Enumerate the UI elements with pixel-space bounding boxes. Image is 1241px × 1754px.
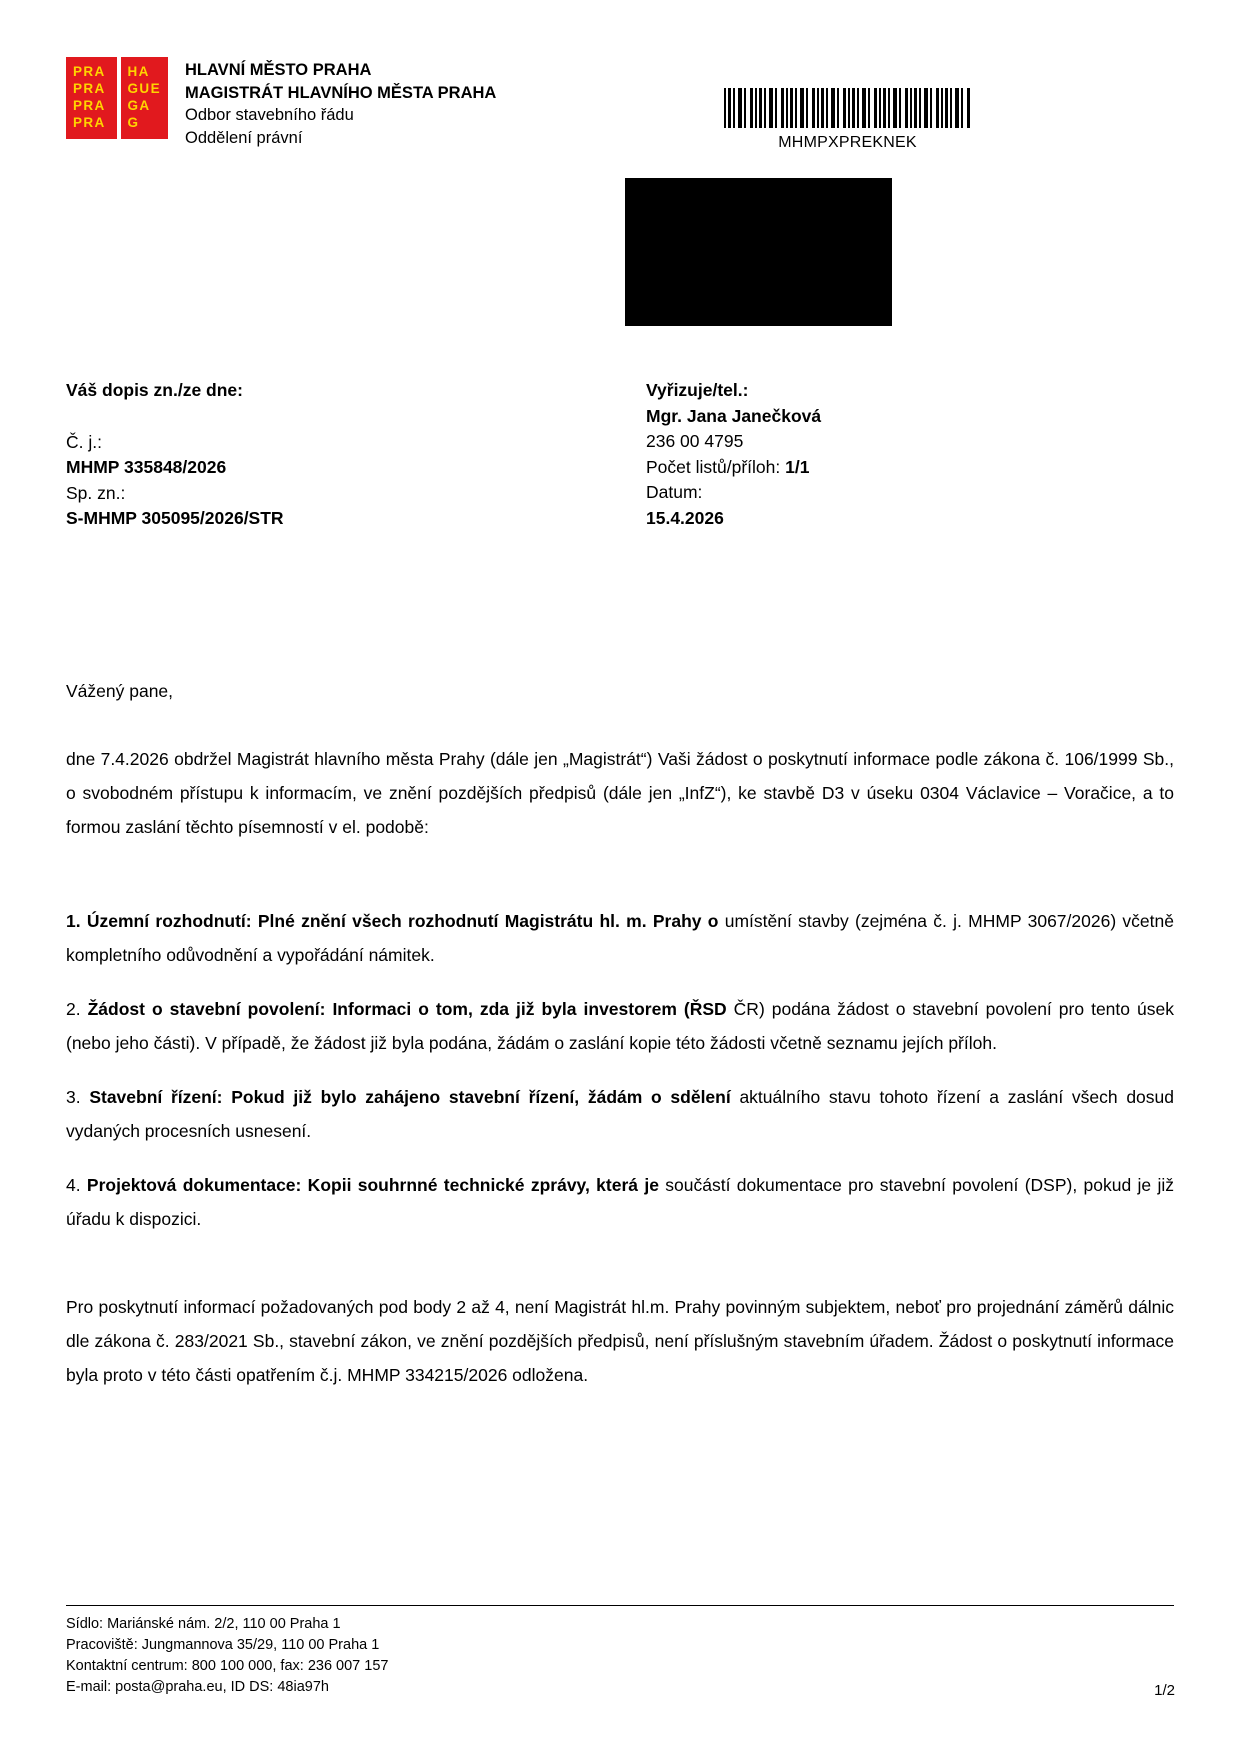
item-bold-3: Stavební řízení: Pokud již bylo zahájeno stavební řízení, žádám o sdělení (89, 1087, 731, 1107)
item-bold-2: Žádost o stavební povolení: Informaci o tom, zda již byla investorem (ŘSD (87, 999, 727, 1019)
footer (66, 1614, 1174, 1698)
barcode-image (724, 88, 971, 128)
footer-email: E-mail: posta@praha.eu, ID DS: 48ia97h (66, 1679, 329, 1695)
request-item-3 (66, 1080, 1174, 1148)
case-number-label: Č. j.: (66, 431, 102, 452)
item-number-1: 1. (66, 911, 87, 931)
barcode-label: MHMPXPREKNEK (778, 134, 917, 151)
praha-logo (66, 57, 168, 139)
logo-line: PRA (73, 98, 106, 113)
sheet-count-value: 1/1 (785, 456, 810, 477)
logo-line: PRA (73, 115, 106, 130)
reference-block-left (66, 378, 586, 532)
footer-seat: Sídlo: Mariánské nám. 2/2, 110 00 Praha 1 (66, 1616, 341, 1632)
intro-paragraph: dne 7.4.2026 obdržel Magistrát hlavního města Prahy (dále jen „Magistrát“) Vaši žádost o poskytnutí informace podle zákona č. 106/1999 Sb., o svobodném přístupu k informacím, ve znění pozdějších předpisů (dále jen „InfZ“), ke stavbě D3 v úseku 0304 Václavice – Voračice, a to formou zaslání těchto písemností v el. podobě: (66, 749, 1174, 837)
barcode-area (724, 88, 971, 152)
page-number: 1/2 (1154, 1682, 1175, 1699)
body-spacer-2 (66, 1256, 1174, 1290)
your-reference-label: Váš dopis zn./ze dne: (66, 380, 243, 400)
reference-spacer (66, 404, 586, 430)
sheet-count-label: Počet listů/příloh: (646, 456, 786, 477)
footer-contact-center: Kontaktní centrum: 800 100 000, fax: 236 007 157 (66, 1658, 389, 1674)
salutation: Vážený pane, (66, 681, 174, 701)
item-rest-3: aktuálního stavu tohoto řízení a zaslání všech dosud vydaných procesních usnesení. (66, 1087, 1175, 1141)
org-unit: Oddělení právní (185, 128, 303, 147)
file-number-label: Sp. zn.: (66, 482, 126, 503)
footer-divider (66, 1605, 1174, 1606)
item-bold-4: Projektová dokumentace: Kopii souhrnné technické zprávy, která je (86, 1175, 659, 1195)
logo-column-right (121, 57, 168, 139)
logo-column-left (66, 57, 117, 139)
body-spacer (66, 870, 1174, 904)
logo-line: PRA (73, 81, 106, 96)
org-name-city: HLAVNÍ MĚSTO PRAHA (185, 61, 372, 79)
handler-label: Vyřizuje/tel.: (646, 380, 749, 400)
request-item-2 (66, 992, 1174, 1060)
redacted-recipient-address (625, 178, 892, 326)
date-value: 15.4.2026 (646, 507, 724, 528)
letterhead (66, 57, 496, 149)
item-rest-1: umístění stavby (zejména č. j. MHMP 3067/2026) včetně kompletního odůvodnění a vypořádání námitek. (66, 911, 1174, 965)
case-number-value: MHMP 335848/2026 (66, 457, 227, 477)
logo-line: G (127, 115, 140, 130)
logo-line: GA (127, 98, 151, 113)
letter-body (66, 678, 1174, 1418)
logo-line: PRA (73, 64, 106, 79)
sheet-count-line (646, 455, 1166, 481)
request-item-1 (66, 904, 1174, 972)
date-label: Datum: (646, 482, 703, 502)
closing-paragraph: Pro poskytnutí informací požadovaných pod body 2 až 4, není Magistrát hl.m. Prahy povinným subjektem, neboť pro projednání záměrů dálnic dle zákona č. 283/2021 Sb., stavební zákon, ve znění pozdějších předpisů, není příslušným stavebním úřadem. Žádost o poskytnutí informace byla proto v této části opatřením č.j. MHMP 334215/2026 odložena. (66, 1297, 1174, 1385)
request-item-4 (66, 1168, 1174, 1236)
item-number-3: 3. (66, 1087, 90, 1107)
item-bold-1: Územní rozhodnutí: Plné znění všech rozhodnutí Magistrátu hl. m. Prahy o (86, 911, 719, 931)
footer-workplace: Pracoviště: Jungmannova 35/29, 110 00 Praha 1 (66, 1637, 380, 1653)
item-number-2: 2. (66, 999, 88, 1019)
reference-block-right (646, 378, 1166, 531)
handler-phone: 236 00 4795 (646, 431, 744, 451)
organization-block (185, 57, 496, 149)
item-rest-2: ČR) podána žádost o stavební povolení pro tento úsek (nebo jeho části). V případě, že žádost již byla podána, žádám o zaslání kopie této žádosti včetně seznamu jejích příloh. (66, 999, 1174, 1053)
logo-line: HA (127, 64, 150, 79)
handler-name: Mgr. Jana Janečková (646, 405, 822, 426)
file-number-value: S-MHMP 305095/2026/STR (66, 508, 284, 528)
item-rest-4: součástí dokumentace pro stavební povolení (DSP), pokud je již úřadu k dispozici. (66, 1175, 1175, 1229)
logo-line: GUE (127, 81, 161, 96)
org-name-magistrate: MAGISTRÁT HLAVNÍHO MĚSTA PRAHA (185, 83, 497, 102)
item-number-4: 4. (66, 1175, 87, 1195)
org-department: Odbor stavebního řádu (185, 106, 354, 124)
